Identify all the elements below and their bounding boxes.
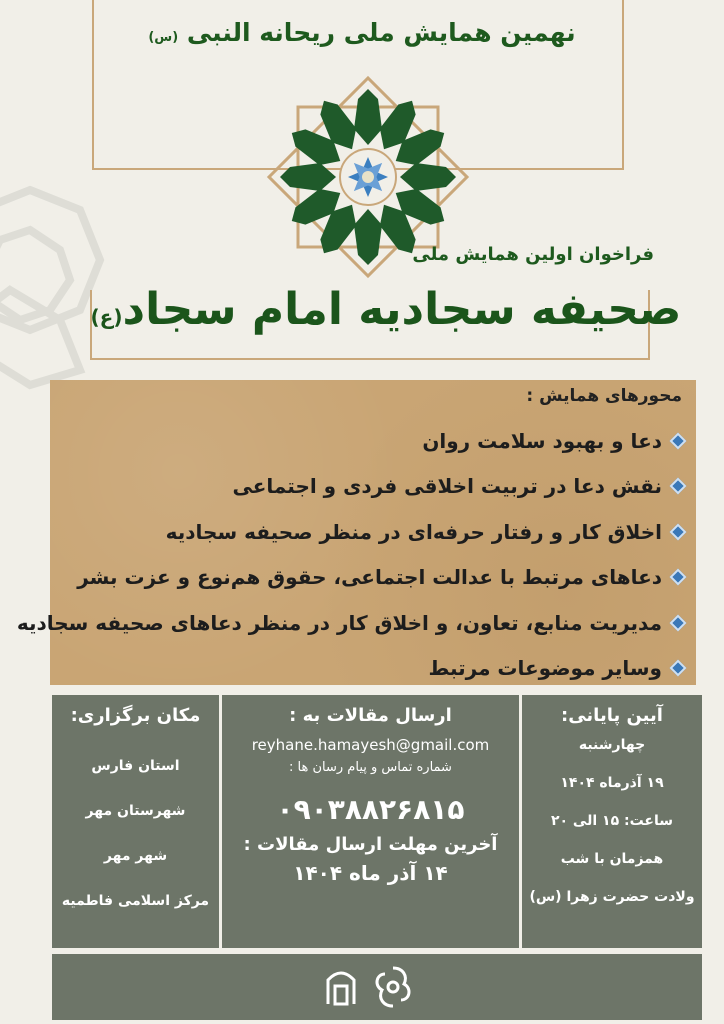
venue-panel bbox=[52, 695, 219, 948]
list-item: نقش دعا در تربیت اخلاقی فردی و اجتماعی bbox=[34, 464, 684, 510]
ceremony-time: ساعت: ۱۵ الی ۲۰ bbox=[550, 813, 674, 829]
diamond-bullet-icon bbox=[670, 523, 687, 540]
deadline-date: ۱۴ آذر ماه ۱۴۰۴ bbox=[293, 861, 448, 885]
conference-honorific: (س) bbox=[148, 30, 179, 45]
venue-line: مرکز اسلامی فاطمیه bbox=[61, 893, 210, 909]
conference-title-text: نهمین همایش ملی ریحانه النبی bbox=[186, 18, 576, 47]
ceremony-occasion: ولادت حضرت زهرا (س) bbox=[529, 889, 695, 905]
axes-title: محورهای همایش : bbox=[526, 386, 682, 406]
list-item: مدیریت منابع، تعاون، و اخلاق کار در منظر دعاهای صحیفه سجادیه bbox=[34, 600, 684, 646]
contact-phone[interactable]: ۰۹۰۳۸۸۲۶۸۱۵ bbox=[276, 793, 465, 826]
submission-title: ارسال مقالات به : bbox=[289, 705, 452, 726]
venue-line: شهرستان مهر bbox=[85, 803, 186, 819]
ceremony-day: چهارشنبه bbox=[578, 737, 646, 753]
contact-label: شماره تماس و پیام رسان ها : bbox=[289, 760, 452, 775]
footer-bar bbox=[52, 954, 702, 1020]
fatemieh-center-logo-icon bbox=[316, 962, 366, 1012]
diamond-bullet-icon bbox=[670, 660, 687, 677]
deadline-title: آخرین مهلت ارسال مقالات : bbox=[243, 834, 498, 855]
ceremony-coincide: همزمان با شب bbox=[560, 851, 664, 867]
diamond-bullet-icon bbox=[670, 614, 687, 631]
ceremony-title: آیین پایانی: bbox=[561, 705, 663, 726]
institution-logo-icon bbox=[368, 962, 418, 1012]
list-item: اخلاق کار و رفتار حرفه‌ای در منظر صحیفه سجادیه bbox=[34, 509, 684, 555]
call-label: فراخوان اولین همایش ملی bbox=[412, 244, 654, 265]
submission-panel bbox=[222, 695, 519, 948]
list-item: دعاهای مرتبط با عدالت اجتماعی، حقوق هم‌نوع و عزت بشر bbox=[34, 555, 684, 601]
diamond-bullet-icon bbox=[670, 432, 687, 449]
venue-line: شهر مهر bbox=[103, 848, 168, 864]
axes-list bbox=[16, 418, 684, 691]
list-item: وسایر موضوعات مرتبط bbox=[34, 646, 684, 692]
venue-line: استان فارس bbox=[91, 758, 180, 774]
ceremony-panel bbox=[522, 695, 702, 948]
diamond-bullet-icon bbox=[670, 478, 687, 495]
list-item: دعا و بهبود سلامت روان bbox=[34, 418, 684, 464]
main-title-honorific: (ع) bbox=[90, 305, 123, 329]
submission-email[interactable]: reyhane.hamayesh@gmail.com bbox=[251, 736, 490, 754]
diamond-bullet-icon bbox=[670, 569, 687, 586]
conference-title bbox=[0, 18, 724, 47]
main-title-text: صحیفه سجادیه امام سجاد bbox=[122, 284, 682, 335]
venue-title: مکان برگزاری: bbox=[70, 705, 201, 726]
main-title bbox=[90, 284, 682, 335]
ceremony-date: ۱۹ آذرماه ۱۴۰۴ bbox=[560, 775, 664, 791]
